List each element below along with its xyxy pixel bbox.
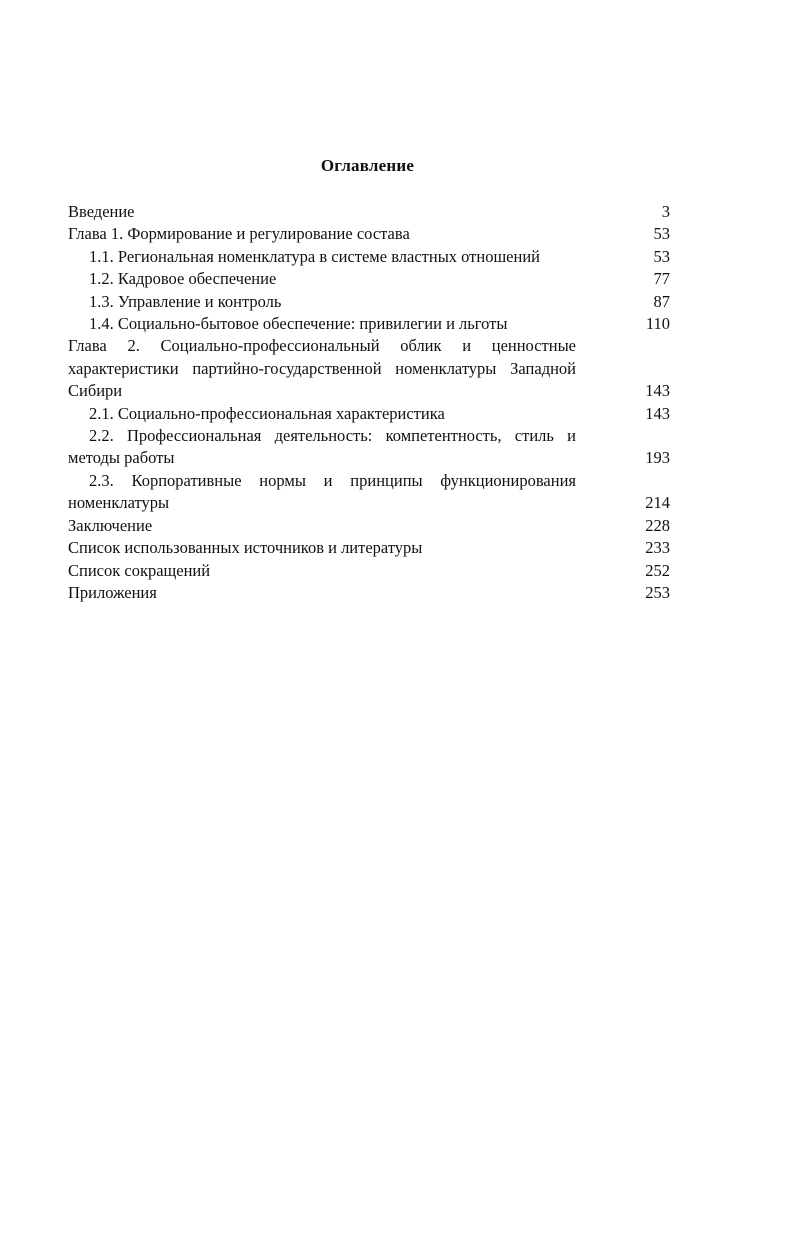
toc-entry-section-1-3 [68,291,670,313]
toc-entry-introduction [68,201,670,223]
toc-entry-page: 143 [645,403,670,423]
toc-entry-text: 1.4. Социально-бытовое обеспечение: привилегии и льготы [89,314,508,334]
toc-entry-text: 2.2. Профессиональная деятельность: компетентность, стиль и методы работы [68,426,576,468]
toc-entry-page: 53 [653,246,670,266]
toc-entry-text: Введение [68,202,135,221]
toc-entry-page: 253 [645,582,670,602]
toc-entry-chapter-2 [68,335,670,402]
toc-entry-page: 214 [645,493,670,513]
toc-entry-text: 1.3. Управление и контроль [89,291,282,311]
toc-entry-page: 3 [661,202,670,221]
toc-entry-text: Заключение [68,515,153,535]
toc-entry-page: 252 [645,560,670,580]
toc-entry-page: 110 [645,314,670,334]
toc-entry-text: Список сокращений [68,560,211,580]
toc-entry-section-2-2 [68,425,670,470]
toc-entry-page: 228 [645,515,670,535]
toc-entry-text: 1.2. Кадровое обеспечение [89,269,277,289]
toc-entry-text: 2.3. Корпоративные нормы и принципы функционирования номенклатуры [68,470,576,513]
toc-entry-section-1-1 [68,246,670,268]
toc-entry-page: 87 [653,291,670,311]
toc-entry-text: 1.1. Региональная номенклатура в системе властных отношений [89,246,540,266]
toc-entry-section-1-2 [68,268,670,290]
toc-entry-section-1-4 [68,313,670,335]
toc-entry-section-2-1 [68,403,670,425]
table-of-contents [68,201,670,604]
toc-entry-page: 77 [653,269,670,289]
toc-entry-text: Список использованных источников и литературы [68,538,423,558]
toc-entry-page: 233 [645,538,670,558]
toc-entry-section-2-3 [68,470,670,515]
toc-entry-text: Глава 2. Социально-профессиональный облик и ценностные характеристики партийно-государственной номенклатуры Западной Сибири [68,336,576,401]
toc-entry-page: 143 [645,381,670,401]
toc-entry-chapter-1 [68,223,670,245]
toc-entry-conclusion [68,515,670,537]
toc-entry-text: 2.1. Социально-профессиональная характеристика [89,403,445,423]
toc-entry-page: 53 [653,224,670,244]
toc-entry-text: Приложения [68,582,157,602]
toc-entry-bibliography [68,537,670,559]
toc-entry-abbreviations [68,560,670,582]
toc-entry-text: Глава 1. Формирование и регулирование состава [68,224,410,244]
toc-title: Оглавление [320,156,415,175]
toc-entry-appendices [68,582,670,604]
toc-entry-page: 193 [645,448,670,468]
